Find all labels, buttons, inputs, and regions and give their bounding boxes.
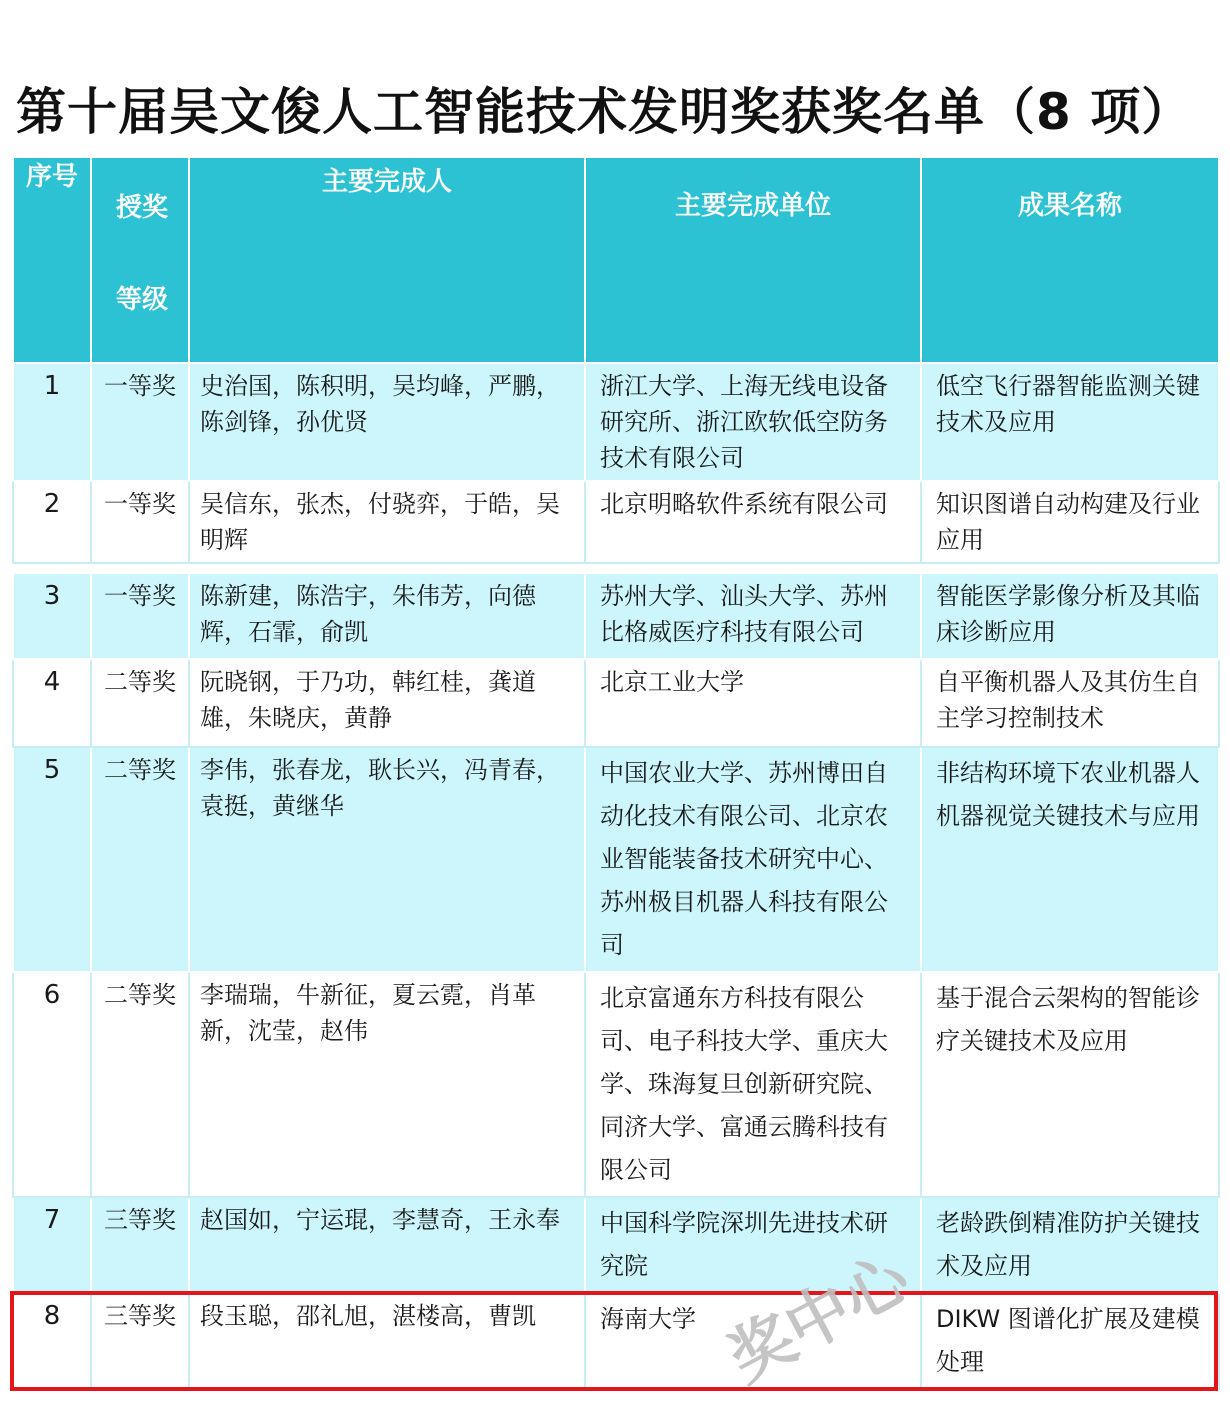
table-row <box>13 972 1219 1197</box>
row-units: 海南大学 <box>585 1293 921 1389</box>
row-people: 赵国如，宁运琨，李慧奇，王永奉 <box>189 1197 585 1293</box>
row-result: 知识图谱自动构建及行业应用 <box>921 481 1219 563</box>
row-gap-cell <box>13 563 1219 573</box>
watermark: 奖中心 <box>717 1241 922 1397</box>
awards-table <box>12 156 1218 1390</box>
row-no: 8 <box>13 1293 91 1389</box>
row-no: 6 <box>13 972 91 1197</box>
page-title: 第十届吴文俊人工智能技术发明奖获奖名单（8 项） <box>16 83 1193 141</box>
row-units: 苏州大学、汕头大学、苏州比格威医疗科技有限公司 <box>585 573 921 659</box>
header-level-line1: 授奖 <box>116 193 169 223</box>
table-row-highlighted <box>13 1293 1219 1389</box>
row-no: 4 <box>13 659 91 747</box>
row-level: 二等奖 <box>91 659 189 747</box>
row-level: 一等奖 <box>91 363 189 481</box>
row-units: 北京富通东方科技有限公司、电子科技大学、重庆大学、珠海复旦创新研究院、同济大学、富通云腾科技有限公司 <box>585 972 921 1197</box>
row-level: 一等奖 <box>91 481 189 563</box>
row-result: 自平衡机器人及其仿生自主学习控制技术 <box>921 659 1219 747</box>
header-level <box>91 157 189 363</box>
row-result: DIKW 图谱化扩展及建模处理 <box>921 1293 1219 1389</box>
header-no: 序号 <box>13 157 91 363</box>
row-units: 北京明略软件系统有限公司 <box>585 481 921 563</box>
row-no: 3 <box>13 573 91 659</box>
row-level: 二等奖 <box>91 747 189 972</box>
table-row <box>13 481 1219 563</box>
header-people: 主要完成人 <box>189 157 585 363</box>
row-result: 低空飞行器智能监测关键技术及应用 <box>921 363 1219 481</box>
row-result: 老龄跌倒精准防护关键技术及应用 <box>921 1197 1219 1293</box>
row-units: 浙江大学、上海无线电设备研究所、浙江欧软低空防务技术有限公司 <box>585 363 921 481</box>
row-result: 非结构环境下农业机器人机器视觉关键技术与应用 <box>921 747 1219 972</box>
row-gap <box>13 563 1219 573</box>
row-units: 中国农业大学、苏州博田自动化技术有限公司、北京农业智能装备技术研究中心、苏州极目机器人科技有限公司 <box>585 747 921 972</box>
row-people: 李伟，张春龙，耿长兴，冯青春，袁挺，黄继华 <box>189 747 585 972</box>
table-row <box>13 1197 1219 1293</box>
header-level-line2: 等级 <box>116 285 169 315</box>
row-people: 史治国，陈积明，吴均峰，严鹏，陈剑锋，孙优贤 <box>189 363 585 481</box>
row-no: 7 <box>13 1197 91 1293</box>
row-people: 段玉聪，邵礼旭，湛楼高，曹凯 <box>189 1293 585 1389</box>
table-row <box>13 659 1219 747</box>
row-units: 中国科学院深圳先进技术研究院 <box>585 1197 921 1293</box>
row-people: 陈新建，陈浩宇，朱伟芳，向德辉，石霏，俞凯 <box>189 573 585 659</box>
table-row <box>13 747 1219 972</box>
row-people: 李瑞瑞，牛新征，夏云霓，肖革新，沈莹，赵伟 <box>189 972 585 1197</box>
row-level: 二等奖 <box>91 972 189 1197</box>
row-level: 三等奖 <box>91 1197 189 1293</box>
header-units: 主要完成单位 <box>585 157 921 363</box>
row-result: 基于混合云架构的智能诊疗关键技术及应用 <box>921 972 1219 1197</box>
row-units: 北京工业大学 <box>585 659 921 747</box>
row-level: 三等奖 <box>91 1293 189 1389</box>
row-no: 2 <box>13 481 91 563</box>
table-header-row <box>13 157 1219 363</box>
row-no: 1 <box>13 363 91 481</box>
row-result: 智能医学影像分析及其临床诊断应用 <box>921 573 1219 659</box>
table-row <box>13 573 1219 659</box>
row-people: 吴信东，张杰，付骁弈，于皓，吴明辉 <box>189 481 585 563</box>
row-no: 5 <box>13 747 91 972</box>
table-row <box>13 363 1219 481</box>
row-level: 一等奖 <box>91 573 189 659</box>
header-result: 成果名称 <box>921 157 1219 363</box>
row-people: 阮晓钢，于乃功，韩红桂，龚道雄，朱晓庆，黄静 <box>189 659 585 747</box>
